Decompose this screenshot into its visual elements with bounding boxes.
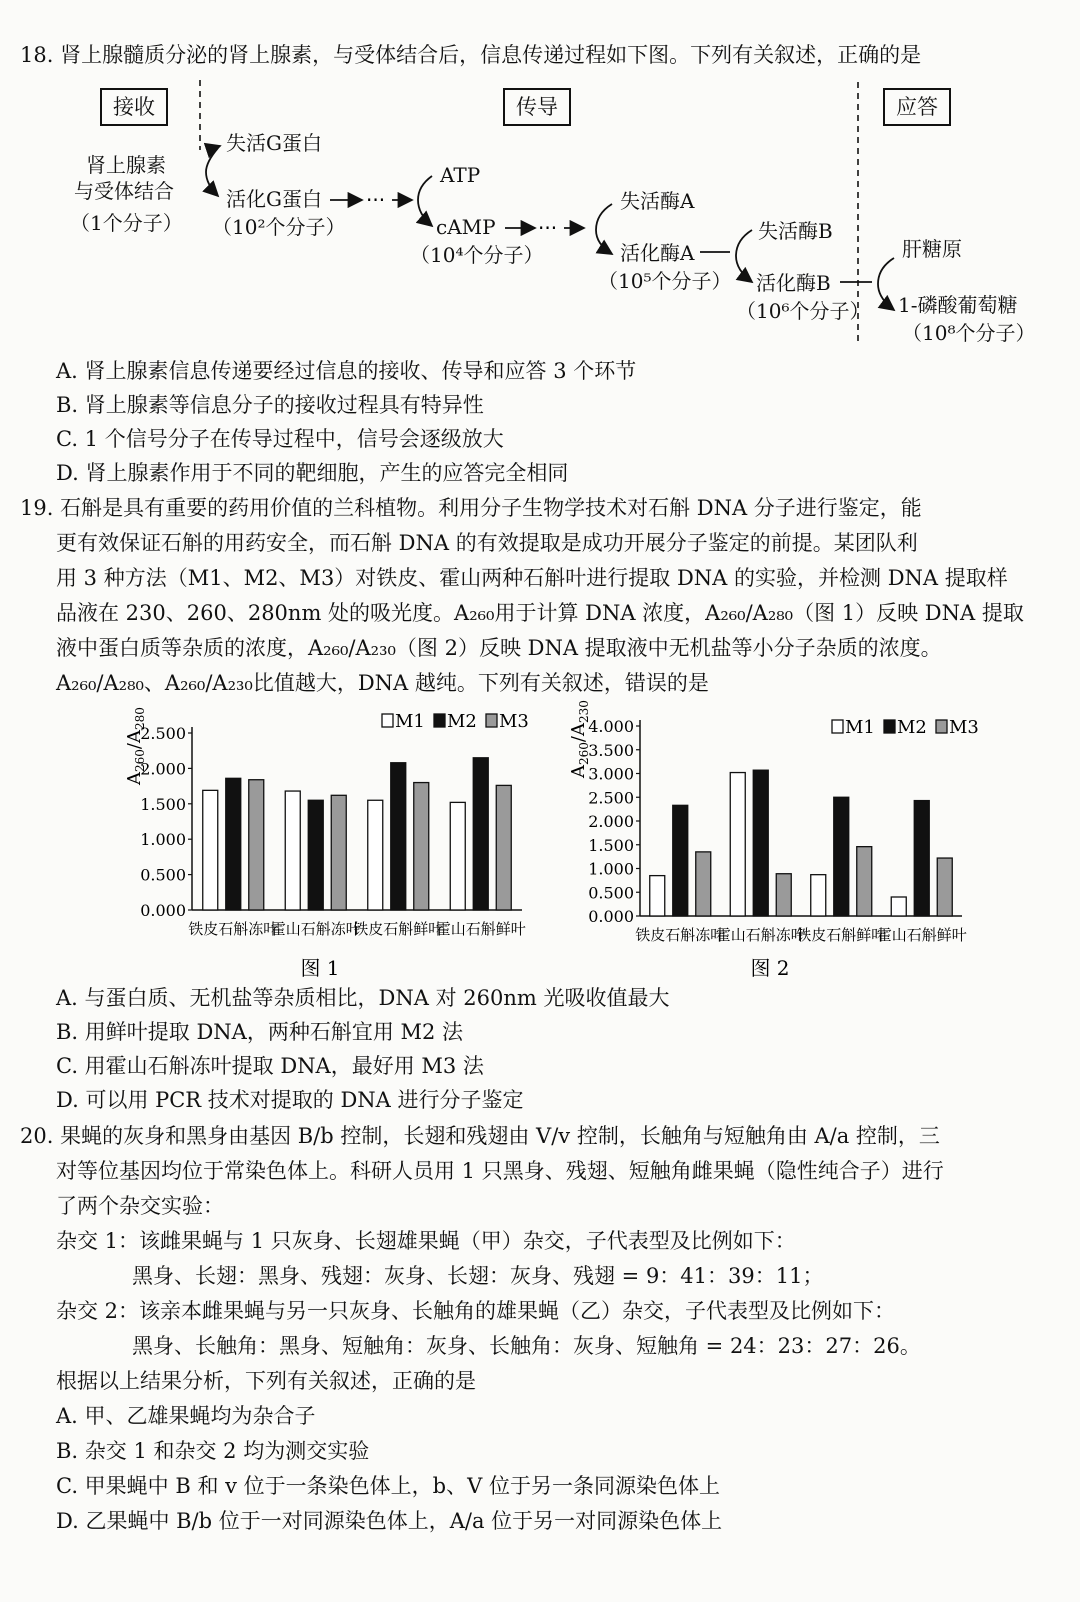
q20-option-a: A. 甲、乙雄果蝇均为杂合子 — [56, 1404, 316, 1428]
svg-text:···: ··· — [366, 188, 386, 212]
y-tick-label: 2.500 — [140, 724, 186, 743]
node-enzyme-b-count: （10⁶个分子） — [736, 299, 870, 323]
x-category-label: 铁皮石斛冻叶 — [635, 926, 726, 944]
y-tick-label: 3.000 — [588, 764, 634, 784]
q18-stem: 18. 肾上腺髓质分泌的肾上腺素，与受体结合后，信息传递过程如下图。下列有关叙述，正确的是 — [20, 43, 922, 67]
bar-m2-2 — [753, 770, 768, 916]
q20-option-d: D. 乙果蝇中 B/b 位于一对同源染色体上，A/a 位于另一对同源染色体上 — [56, 1509, 723, 1533]
bar-m1-3 — [811, 875, 826, 916]
node-enzyme-a-count: （10⁵个分子） — [598, 269, 732, 293]
legend-swatch — [884, 720, 895, 733]
node-camp-count: （10⁴个分子） — [410, 243, 544, 267]
x-category-label: 霍山石斛冻叶 — [715, 926, 806, 944]
y-tick-label: 2.000 — [140, 759, 186, 779]
x-category-label: 霍山石斛鲜叶 — [435, 920, 526, 938]
y-axis-label: $A_{260}/A_{280}$ — [124, 707, 147, 785]
q18-option-c: C. 1 个信号分子在传导过程中，信号会逐级放大 — [56, 427, 504, 451]
y-axis-label: $A_{260}/A_{230}$ — [568, 700, 591, 778]
legend-label: M1 — [845, 717, 875, 738]
y-tick-label: 2.000 — [588, 812, 634, 831]
x-category-label: 霍山石斛冻叶 — [270, 920, 361, 938]
bar-m2-3 — [834, 797, 849, 916]
legend-swatch — [936, 720, 947, 733]
q20-option-c: C. 甲果蝇中 B 和 v 位于一条染色体上，b、V 位于另一条同源染色体上 — [56, 1474, 720, 1498]
legend-label: M3 — [499, 711, 529, 732]
x-category-label: 铁皮石斛鲜叶 — [353, 920, 444, 938]
bar-m2-4 — [914, 801, 929, 916]
node-g-count: （10²个分子） — [212, 215, 346, 239]
y-tick-label: 1.000 — [140, 830, 186, 850]
bar-m1-1 — [650, 876, 665, 916]
node-enzyme-b-inactive: 失活酶B — [758, 219, 833, 243]
q20-cross-1: 杂交 1：该雌果蝇与 1 只灰身、长翅雄果蝇（甲）杂交，子代表型及比例如下： — [56, 1229, 796, 1253]
q20-line-8: 根据以上结果分析，下列有关叙述，正确的是 — [56, 1369, 476, 1393]
legend-label: M1 — [395, 711, 425, 732]
node-hormone: 肾上腺素 — [86, 153, 166, 177]
stage-respond-box: 应答 — [883, 88, 951, 126]
q20-option-b: B. 杂交 1 和杂交 2 均为测交实验 — [56, 1439, 370, 1463]
bar-m3-4 — [937, 858, 952, 916]
y-tick-label: 1.500 — [140, 794, 186, 814]
q20-line-3: 了两个杂交实验： — [56, 1194, 224, 1218]
q19-line-2: 更有效保证石斛的用药安全，而石斛 DNA 的有效提取是成功开展分子鉴定的前提。某团队利 — [56, 531, 918, 555]
legend-swatch — [832, 720, 843, 733]
y-tick-label: 1.500 — [588, 835, 634, 855]
y-tick-label: 1.000 — [588, 859, 634, 879]
bar-m3-1 — [696, 852, 711, 916]
y-tick-label: 0.000 — [588, 907, 634, 926]
node-hormone-binding: 与受体结合 — [74, 179, 174, 203]
legend-label: M3 — [949, 717, 979, 738]
chart-title: 图 1 — [300, 956, 340, 980]
q19-line-6: A₂₆₀/A₂₈₀、A₂₆₀/A₂₃₀比值越大，DNA 越纯。下列有关叙述，错误的是 — [56, 671, 709, 695]
y-tick-label: 2.500 — [588, 788, 634, 808]
node-g1p-count: （10⁸个分子） — [902, 321, 1036, 345]
node-enzyme-a-active: 活化酶A — [620, 241, 695, 265]
node-hormone-count: （1个分子） — [70, 211, 183, 235]
stage-conduct-box: 传导 — [503, 88, 571, 126]
q19-line-5: 液中蛋白质等杂质的浓度，A₂₆₀/A₂₃₀（图 2）反映 DNA 提取液中无机盐等小分子杂质的浓度。 — [56, 636, 942, 660]
y-tick-label: 3.500 — [588, 740, 634, 760]
y-tick-label: 4.000 — [588, 717, 634, 736]
q19-line-3: 用 3 种方法（M1、M2、M3）对铁皮、霍山两种石斛叶进行提取 DNA 的实验，并检测 DNA 提取样 — [56, 566, 1008, 590]
bar-m1-4 — [891, 897, 906, 916]
x-category-label: 铁皮石斛冻叶 — [188, 920, 279, 938]
node-glycogen: 肝糖原 — [902, 237, 962, 261]
node-enzyme-b-active: 活化酶B — [756, 271, 831, 295]
legend-label: M2 — [447, 711, 477, 732]
node-g-inactive: 失活G蛋白 — [226, 131, 322, 155]
bar-m2-1 — [673, 805, 688, 916]
node-g-active: 活化G蛋白 — [226, 187, 322, 211]
x-category-label: 铁皮石斛鲜叶 — [796, 926, 887, 944]
y-tick-label: 0.500 — [588, 883, 634, 903]
legend-label: M2 — [897, 717, 927, 738]
stage-receive-box: 接收 — [100, 88, 168, 126]
q19-option-b: B. 用鲜叶提取 DNA，两种石斛宜用 M2 法 — [56, 1020, 464, 1044]
q19-line-4: 品液在 230、260、280nm 处的吸光度。A₂₆₀用于计算 DNA 浓度，A₂₆₀/A₂₈₀（图 1）反映 DNA 提取 — [56, 601, 1024, 625]
q18-option-a: A. 肾上腺素信息传递要经过信息的接收、传导和应答 3 个环节 — [56, 359, 637, 383]
x-category-label: 霍山石斛鲜叶 — [876, 926, 967, 944]
q19-option-c: C. 用霍山石斛冻叶提取 DNA，最好用 M3 法 — [56, 1054, 484, 1078]
q18-option-d: D. 肾上腺素作用于不同的靶细胞，产生的应答完全相同 — [56, 461, 569, 485]
node-atp: ATP — [440, 163, 481, 187]
node-enzyme-a-inactive: 失活酶A — [620, 189, 695, 213]
chart-title: 图 2 — [750, 956, 790, 980]
y-tick-label: 0.000 — [140, 901, 186, 920]
q20-cross-1-ratio: 黑身、长翅：黑身、残翅：灰身、长翅：灰身、残翅 = 9：41：39：11； — [132, 1264, 824, 1288]
y-tick-label: 0.500 — [140, 865, 186, 885]
bar-m3-2 — [776, 874, 791, 916]
q20-line-2: 对等位基因均位于常染色体上。科研人员用 1 只黑身、残翅、短触角雌果蝇（隐性纯合子）进行 — [56, 1159, 944, 1183]
q20-cross-2: 杂交 2：该亲本雌果蝇与另一只灰身、长触角的雄果蝇（乙）杂交，子代表型及比例如下： — [56, 1299, 896, 1323]
node-g1p: 1-磷酸葡萄糖 — [898, 293, 1018, 317]
bar-m3-3 — [857, 847, 872, 916]
bar-m1-2 — [730, 773, 745, 916]
q20-cross-2-ratio: 黑身、长触角：黑身、短触角：灰身、长触角：灰身、短触角 = 24：23：27：26。 — [132, 1334, 921, 1358]
q19-option-a: A. 与蛋白质、无机盐等杂质相比，DNA 对 260nm 光吸收值最大 — [56, 986, 670, 1010]
node-camp: cAMP — [436, 215, 496, 239]
q20-line-1: 20. 果蝇的灰身和黑身由基因 B/b 控制，长翅和残翅由 V/v 控制，长触角与短触角由 A/a 控制，三 — [20, 1124, 940, 1148]
svg-text:···: ··· — [538, 216, 558, 240]
q19-line-1: 19. 石斛是具有重要的药用价值的兰科植物。利用分子生物学技术对石斛 DNA 分子进行鉴定，能 — [20, 496, 922, 520]
q19-option-d: D. 可以用 PCR 技术对提取的 DNA 进行分子鉴定 — [56, 1088, 524, 1112]
q18-option-b: B. 肾上腺素等信息分子的接收过程具有特异性 — [56, 393, 484, 417]
